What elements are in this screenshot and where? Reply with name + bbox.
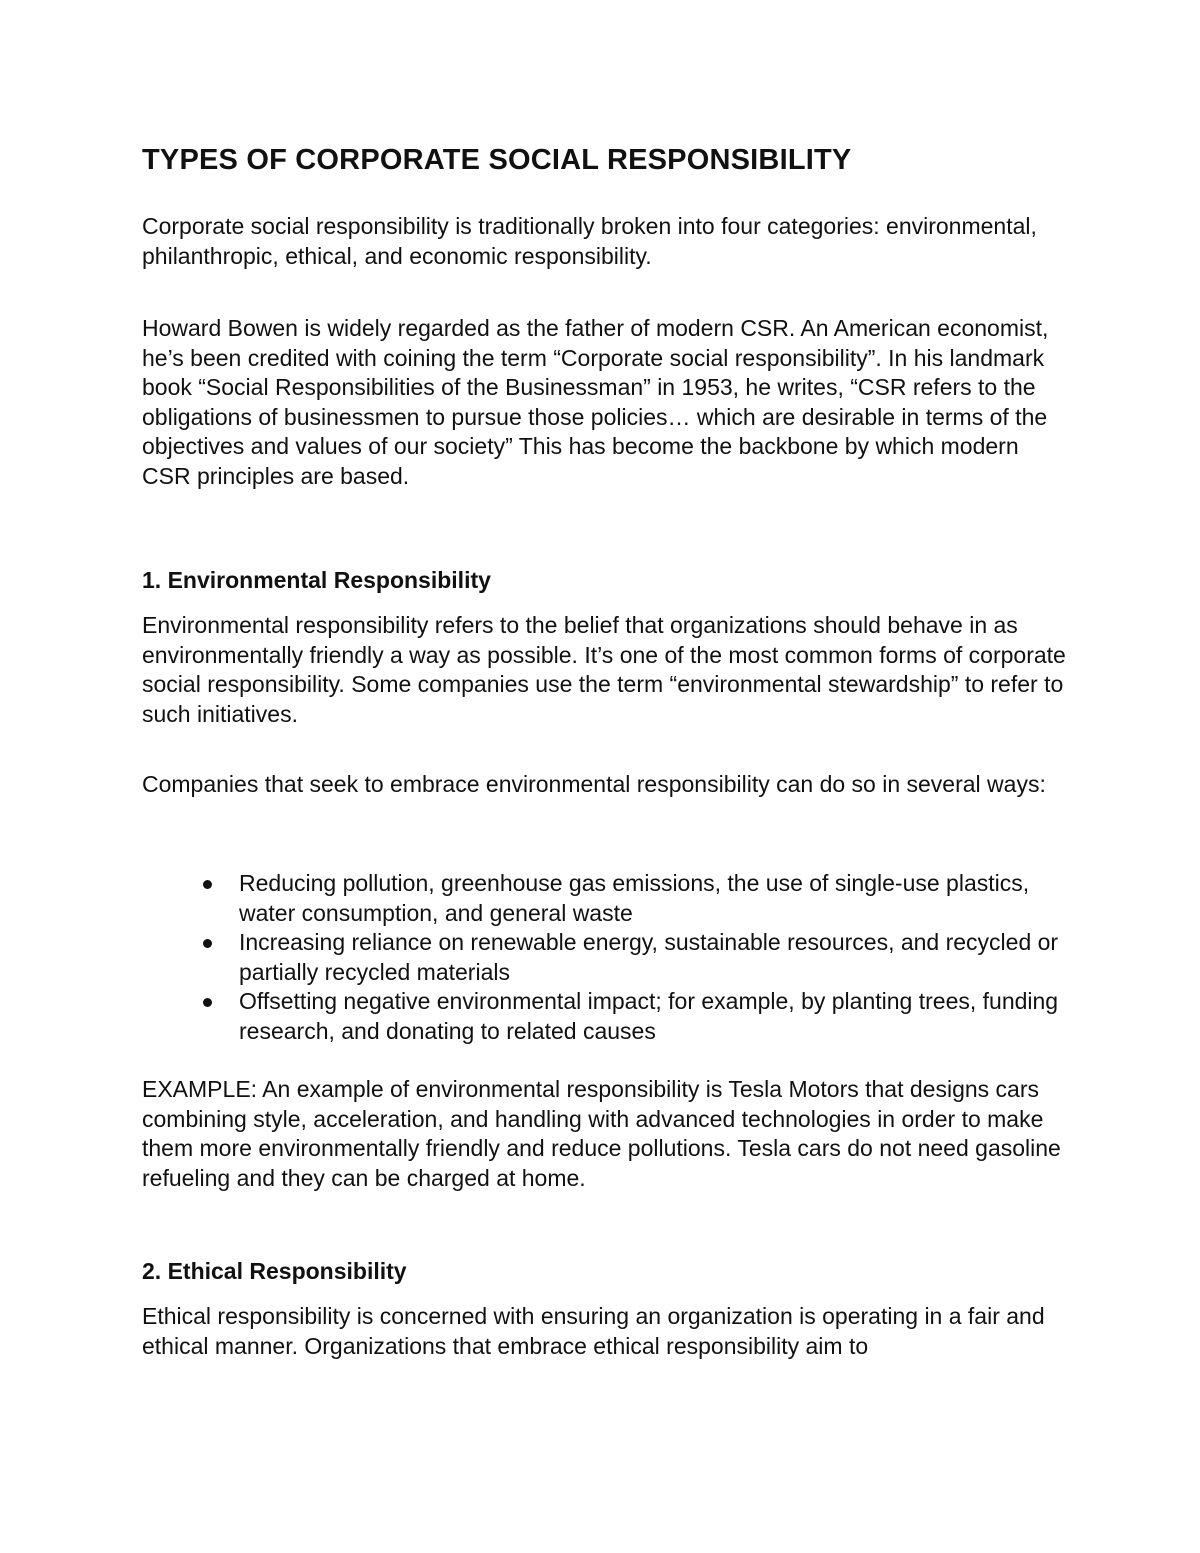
- intro-paragraph: Corporate social responsibility is traditionally broken into four categories: environmental, philanthropic, ethical, and economic responsibility.: [142, 213, 1037, 269]
- section-heading-ethical: 2. Ethical Responsibility: [142, 1258, 407, 1284]
- list-item-text: Reducing pollution, greenhouse gas emissions, the use of single-use plastics, water consumption, and general waste: [239, 870, 1030, 926]
- list-item: [142, 869, 1069, 928]
- list-item: [142, 928, 1069, 987]
- list-item-text: Offsetting negative environmental impact; for example, by planting trees, funding research, and donating to related causes: [239, 988, 1059, 1044]
- bullet-icon: [203, 998, 212, 1007]
- bowen-paragraph: Howard Bowen is widely regarded as the father of modern CSR. An American economist, he’s been credited with coining the term “Corporate social responsibility”. In his landmark book “Social Responsibilities of the Businessman” in 1953, he writes, “CSR refers to the obligations of businessmen to pursue those policies… which are desirable in terms of the objectives and values of our society” This has become the backbone by which modern CSR principles are based.: [142, 315, 1049, 489]
- bullet-icon: [203, 880, 212, 889]
- ethical-paragraph: Ethical responsibility is concerned with ensuring an organization is operating in a fair and ethical manner. Organizations that embrace ethical responsibility aim to: [142, 1303, 1045, 1359]
- bullet-icon: [203, 939, 212, 948]
- environmental-example-paragraph: EXAMPLE: An example of environmental responsibility is Tesla Motors that designs cars combining style, acceleration, and handling with advanced technologies in order to make them more environmentally friendly and reduce pollutions. Tesla cars do not need gasoline refueling and they can be charged at home.: [142, 1076, 1061, 1191]
- list-item: [142, 987, 1069, 1046]
- environmental-list-intro: Companies that seek to embrace environmental responsibility can do so in several ways:: [142, 771, 1046, 797]
- section-heading-environmental: 1. Environmental Responsibility: [142, 567, 491, 593]
- list-item-text: Increasing reliance on renewable energy, sustainable resources, and recycled or partially recycled materials: [239, 929, 1059, 985]
- environmental-ways-list: [142, 869, 1072, 1046]
- environmental-paragraph: Environmental responsibility refers to the belief that organizations should behave in as environmentally friendly a way as possible. It’s one of the most common forms of corporate social responsibility. Some companies use the term “environmental stewardship” to refer to such initiatives.: [142, 612, 1066, 727]
- document-title: TYPES OF CORPORATE SOCIAL RESPONSIBILITY: [142, 144, 852, 176]
